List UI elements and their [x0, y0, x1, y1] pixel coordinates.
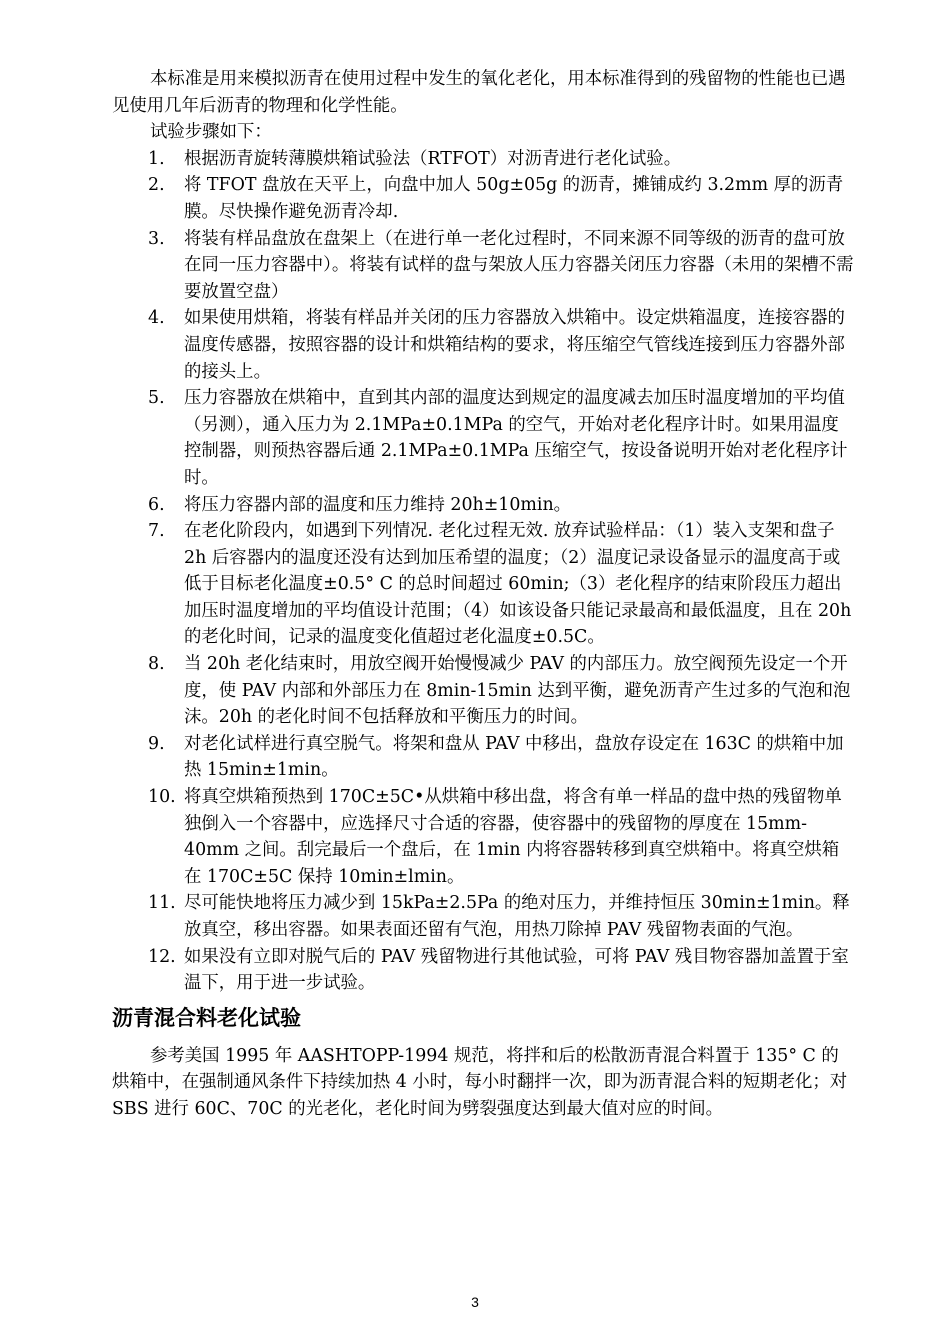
step-item [112, 651, 854, 731]
section-heading: 沥青混合料老化试验 [112, 1005, 301, 1030]
step-number: 2. [148, 175, 165, 196]
step-item [112, 890, 854, 943]
step-text: 将真空烘箱预热到 170C±5C•从烘箱中移出盘，将含有单一样品的盘中热的残留物单独倒入一个容器中，应选择尺寸合适的容器，使容器中的残留物的厚度在 15mm-40mm 之间。刮完最后一个盘后，在 1min 内将容器转移到真空烘箱中。将真空烘箱在 170C±5C 保持 10min±lmin。 [184, 787, 842, 887]
step-item [112, 518, 854, 651]
step-item [112, 305, 854, 385]
step-number: 8. [148, 654, 165, 675]
step-number: 10. [148, 787, 176, 808]
step-number: 11. [148, 893, 176, 914]
steps-list [112, 146, 854, 997]
document-body [112, 66, 854, 1123]
step-text: 如果没有立即对脱气后的 PAV 残留物进行其他试验，可将 PAV 残目物容器加盖置于室温下，用于进一步试验。 [184, 946, 849, 994]
step-item [112, 492, 854, 519]
step-text: 对老化试样进行真空脱气。将架和盘从 PAV 中移出，盘放存设定在 163C 的烘箱中加热 15min±1min。 [184, 733, 844, 781]
step-item [112, 784, 854, 890]
step-item [112, 172, 854, 225]
step-number: 4. [148, 308, 165, 329]
step-text: 将 TFOT 盘放在天平上，向盘中加人 50g±05g 的沥青，摊铺成约 3.2mm 厚的沥青膜。尽快操作避免沥青冷却. [184, 175, 844, 222]
step-item [112, 226, 854, 306]
step-item [112, 146, 854, 173]
step-number: 12. [148, 946, 176, 967]
step-text: 如果使用烘箱，将装有样品并关闭的压力容器放入烘箱中。设定烘箱温度，连接容器的温度传感器，按照容器的设计和烘箱结构的要求，将压缩空气管线连接到压力容器外部的接头上。 [184, 308, 845, 382]
step-number: 1. [148, 148, 165, 169]
step-text: 根据沥青旋转薄膜烘箱试验法（RTFOT）对沥青进行老化试验。 [184, 148, 682, 169]
step-text: 将装有样品盘放在盘架上（在进行单一老化过程时，不同来源不同等级的沥青的盘可放在同一压力容器中）。将装有试样的盘与架放人压力容器关闭压力容器（未用的架槽不需要放置空盘） [184, 228, 854, 302]
step-number: 6. [148, 494, 165, 515]
step-text: 在老化阶段内，如遇到下列情况. 老化过程无效. 放弃试验样品：（1）装入支架和盘子 2h 后容器内的温度还没有达到加压希望的温度；（2）温度记录设备显示的温度高于或低于目标老化温度±0.5° C 的总时间超过 60min;（3）老化程序的结束阶段压力超出加压时温度增加的平均值设计范围；（4）如该设备只能记录最高和最低温度，且在 20h 的老化时间，记录的温度变化值超过老化温度±0.5C。 [184, 521, 852, 648]
step-number: 9. [148, 733, 165, 754]
step-item [112, 731, 854, 784]
step-text: 压力容器放在烘箱中，直到其内部的温度达到规定的温度减去加压时温度增加的平均值（另测），通入压力为 2.1MPa±0.1MPa 的空气，开始对老化程序计时。如果用温度控制器，则预热容器后通 2.1MPa±0.1MPa 压缩空气，按设备说明开始对老化程序计时。 [184, 388, 848, 488]
section-paragraph: 参考美国 1995 年 AASHTOPP-1994 规范，将拌和后的松散沥青混合料置于 135° C 的烘箱中，在强制通风条件下持续加热 4 小时，每小时翻拌一次，即为沥青混合料的短期老化；对 SBS 进行 60C、70C 的光老化，老化时间为劈裂强度达到最大值对应的时间。 [112, 1045, 848, 1119]
step-number: 5. [148, 388, 165, 409]
step-text: 当 20h 老化结束时，用放空阀开始慢慢减少 PAV 的内部压力。放空阀预先设定一个开度，使 PAV 内部和外部压力在 8min-15min 达到平衡，避免沥青产生过多的气泡和泡沫。20h 的老化时间不包括释放和平衡压力的时间。 [184, 654, 851, 728]
steps-title: 试验步骤如下： [150, 122, 272, 143]
step-item [112, 385, 854, 491]
step-item [112, 944, 854, 997]
page-number: 3 [471, 1294, 479, 1310]
step-number: 3. [148, 228, 165, 249]
step-text: 尽可能快地将压力减少到 15kPa±2.5Pa 的绝对压力，并维持恒压 30min±1min。释放真空，移出容器。如果表面还留有气泡，用热刀除掉 PAV 残留物表面的气泡。 [184, 893, 850, 940]
intro-paragraph: 本标准是用来模拟沥青在使用过程中发生的氧化老化，用本标准得到的残留物的性能也已遇见使用几年后沥青的物理和化学性能。 [112, 69, 846, 116]
step-text: 将压力容器内部的温度和压力维持 20h±10min。 [184, 494, 572, 515]
step-number: 7. [148, 521, 165, 542]
